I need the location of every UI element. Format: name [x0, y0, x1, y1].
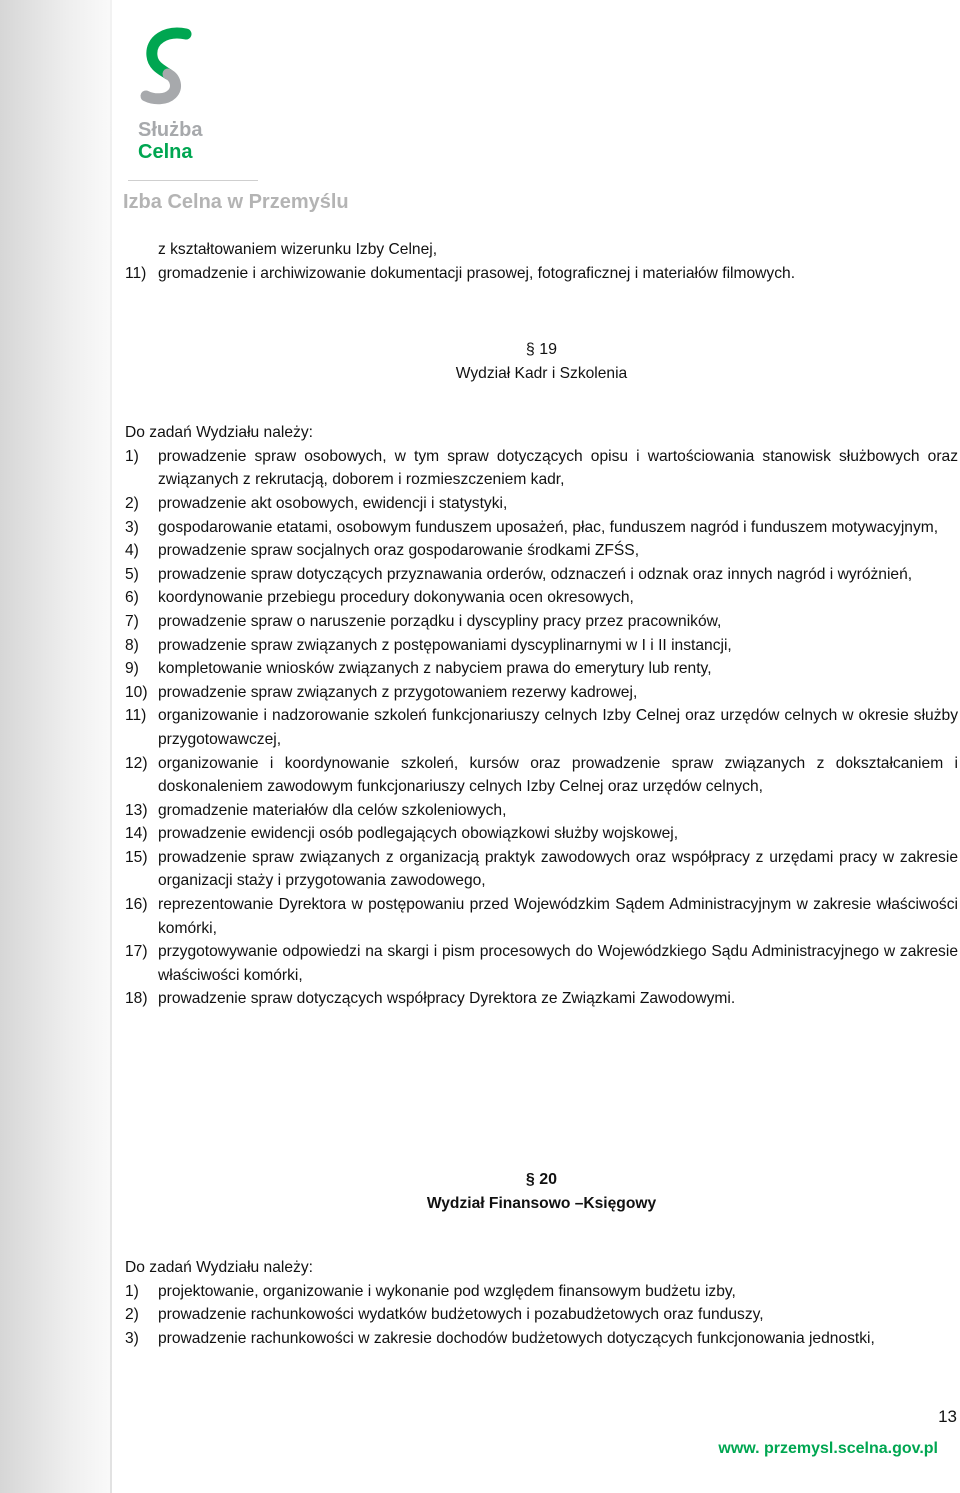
list-item-text: prowadzenie spraw dotyczących przyznawania orderów, odznaczeń i odznak oraz innych nagród i wyróżnień, [158, 565, 913, 583]
list-item-number: 4) [125, 542, 139, 560]
list-item-text: przygotowywanie odpowiedzi na skargi i pism procesowych do Wojewódzkiego Sądu Administracyjnego w zakresie właściwości komórki, [158, 943, 958, 984]
list-item-text: gromadzenie materiałów dla celów szkoleniowych, [158, 801, 507, 819]
list-item-number: 9) [125, 660, 139, 678]
list-item-text: projektowanie, organizowanie i wykonanie pod względem finansowym budżetu izby, [158, 1282, 736, 1300]
list-item [125, 563, 958, 587]
list-item-number: 7) [125, 612, 139, 630]
section-title: Wydział Kadr i Szkolenia [455, 364, 628, 382]
list-item [125, 1303, 958, 1327]
list-item [125, 752, 958, 799]
list-item-text: prowadzenie spraw o naruszenie porządku i dyscypliny pracy przez pracowników, [158, 612, 722, 630]
section-lead: Do zadań Wydziału należy: [125, 424, 313, 442]
sluzba-celna-logo-icon [128, 26, 208, 106]
list-item-number: 15) [125, 848, 148, 866]
list-item-number: 3) [125, 1329, 139, 1347]
list-item-text: organizowanie i nadzorowanie szkoleń funkcjonariuszy celnych Izby Celnej oraz urzędów celnych w okresie służby przygotowawczej, [158, 707, 958, 748]
list-item-text: prowadzenie rachunkowości w zakresie dochodów budżetowych dotyczących funkcjonowania jednostki, [158, 1329, 875, 1347]
list-item [125, 681, 958, 705]
task-list [125, 445, 958, 1011]
footer-url: www. przemysl.scelna.gov.pl [718, 1440, 938, 1457]
list-item-number: 11) [125, 264, 147, 282]
list-item-number: 11) [125, 707, 147, 725]
list-item [125, 799, 958, 823]
list-item-number: 6) [125, 589, 139, 607]
organization-name: Izba Celna w Przemyślu [123, 191, 349, 213]
list-item-text: organizowanie i koordynowanie szkoleń, kursów oraz prowadzenie spraw związanych z dokształcaniem i doskonaleniem zawodowym funkcjonariuszy celnych Izby Celnej oraz urzędów celnych, [158, 754, 958, 796]
list-item-text: gromadzenie i archiwizowanie dokumentacji prasowej, fotograficznej i materiałów filmowych. [158, 264, 796, 282]
list-item-number: 16) [125, 896, 148, 914]
list-item-text: prowadzenie spraw socjalnych oraz gospodarowanie środkami ZFŚS, [158, 542, 640, 560]
list-item-number: 8) [125, 636, 139, 654]
list-item-number: 1) [125, 1282, 139, 1300]
list-item [125, 822, 958, 846]
section-20 [125, 1168, 958, 1351]
list-item [125, 634, 958, 658]
logo-text-line1: Służba [138, 119, 203, 141]
list-item [125, 987, 958, 1011]
list-item-text: prowadzenie akt osobowych, ewidencji i statystyki, [158, 494, 508, 512]
list-item [125, 846, 958, 893]
list-item-number: 10) [125, 683, 148, 701]
list-item [125, 445, 958, 492]
section-title: Wydział Finansowo –Księgowy [426, 1194, 657, 1212]
list-item-text: prowadzenie ewidencji osób podlegających obowiązkowi służby wojskowej, [158, 825, 679, 843]
section-heading: § 19 [525, 341, 558, 358]
list-item-text: koordynowanie przebiegu procedury dokonywania ocen okresowych, [158, 589, 634, 607]
sidebar-band [0, 0, 112, 1493]
logo-text [138, 119, 202, 163]
list-item-text: kompletowanie wniosków związanych z nabyciem prawa do emerytury lub renty, [158, 660, 712, 678]
section-heading: § 20 [525, 1171, 558, 1188]
list-item [125, 657, 958, 681]
list-item-text: prowadzenie spraw związanych z postępowaniami dyscyplinarnymi w I i II instancji, [158, 636, 732, 654]
list-item-number: 1) [125, 447, 139, 465]
list-item-text: gospodarowanie etatami, osobowym funduszem uposażeń, płac, funduszem nagród i funduszem motywacyjnym, [158, 518, 939, 536]
list-item [125, 610, 958, 634]
list-item-text: prowadzenie spraw osobowych, w tym spraw dotyczących opisu i wartościowania stanowisk służbowych oraz związanych z rekrutacją, doborem i rozmieszczeniem kadr, [158, 447, 958, 489]
list-item-number: 17) [125, 943, 148, 961]
list-item [125, 1280, 958, 1304]
list-item-text: prowadzenie spraw związanych z przygotowaniem rezerwy kadrowej, [158, 683, 638, 701]
list-item-text: reprezentowanie Dyrektora w postępowaniu przed Wojewódzkim Sądem Administracyjnym w zakresie właściwości komórki, [158, 896, 958, 937]
list-item [125, 1327, 958, 1351]
list-item-number: 5) [125, 565, 139, 583]
list-item-number: 18) [125, 990, 148, 1008]
section-lead: Do zadań Wydziału należy: [125, 1259, 313, 1277]
list-item-text: prowadzenie spraw dotyczących współpracy Dyrektora ze Związkami Zawodowymi. [158, 990, 736, 1008]
list-item-number: 14) [125, 825, 148, 843]
page-number: 13 [938, 1407, 957, 1426]
list-item [125, 262, 958, 286]
section-19 [125, 338, 958, 1011]
list-item-text: prowadzenie rachunkowości wydatków budżetowych i pozabudżetowych oraz funduszy, [158, 1306, 764, 1324]
list-item-number: 12) [125, 754, 148, 772]
logo-text-line2: Celna [138, 141, 193, 163]
list-item [125, 704, 958, 751]
list-item [125, 492, 958, 516]
list-item-number: 13) [125, 801, 148, 819]
task-list [125, 1280, 958, 1351]
list-item [125, 940, 958, 987]
header-divider [128, 180, 258, 181]
intro-block [125, 238, 958, 285]
list-item [125, 516, 958, 540]
list-item-continuation: z kształtowaniem wizerunku Izby Celnej, [158, 241, 438, 258]
list-item-number: 2) [125, 494, 139, 512]
list-item-text: prowadzenie spraw związanych z organizacją praktyk zawodowych oraz współpracy z urzędami pracy w zakresie organizacji staży i przygotowania zawodowego, [158, 848, 958, 890]
list-item-number: 3) [125, 518, 139, 536]
list-item [125, 893, 958, 940]
list-item [125, 539, 958, 563]
list-item [125, 586, 958, 610]
list-item-number: 2) [125, 1306, 139, 1324]
